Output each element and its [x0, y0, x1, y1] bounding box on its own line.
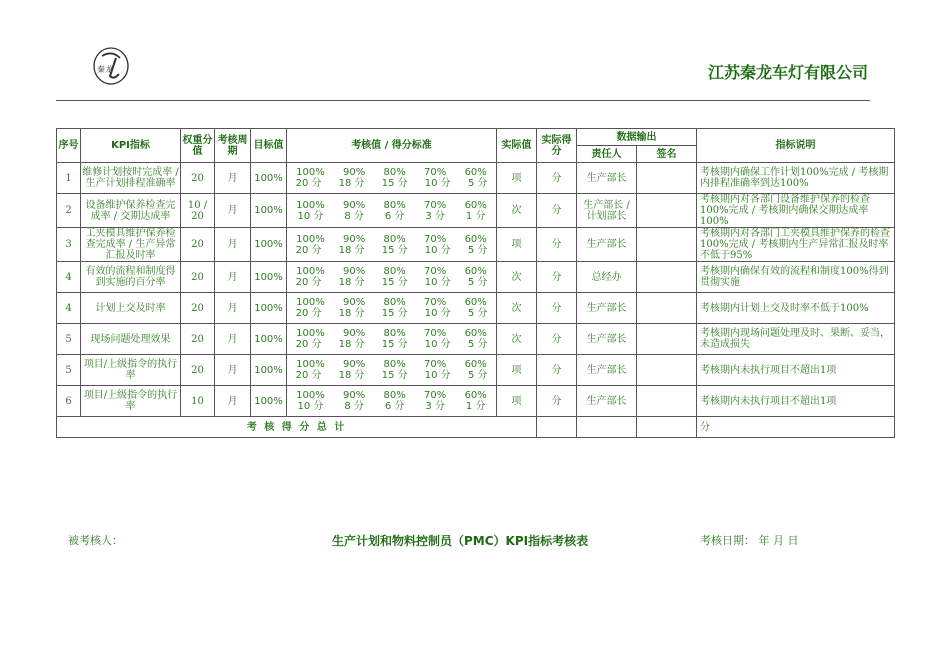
row-actual: 次 — [497, 293, 537, 324]
total-empty-a — [537, 417, 577, 438]
header-period: 考核周期 — [215, 129, 251, 163]
standard-percent: 90% — [343, 266, 366, 277]
header-standard: 考核值 / 得分标准 — [287, 129, 497, 163]
standard-points: 5 分 — [467, 370, 488, 381]
row-standard — [287, 293, 497, 324]
row-owner: 生产部长 — [577, 324, 637, 355]
row-actual: 次 — [497, 324, 537, 355]
row-owner: 总经办 — [577, 262, 637, 293]
standard-points: 8 分 — [344, 210, 364, 222]
standard-percent: 70% — [424, 167, 447, 178]
kpi-row — [57, 194, 895, 228]
standard-points: 6 分 — [384, 210, 405, 222]
row-target: 100% — [251, 386, 287, 417]
row-period: 月 — [215, 194, 251, 228]
row-owner: 生产部长 — [577, 293, 637, 324]
form-title: 生产计划和物料控制员（PMC）KPI指标考核表 — [332, 534, 589, 548]
standard-percent: 60% — [464, 359, 487, 370]
standard-percent: 90% — [343, 390, 366, 401]
standard-percent: 100% — [296, 266, 325, 277]
row-sign — [637, 194, 697, 228]
standard-percent: 100% — [296, 328, 325, 339]
standard-percent: 80% — [383, 233, 406, 245]
row-seq: 5 — [57, 324, 81, 355]
row-period: 月 — [215, 163, 251, 194]
standard-percent-row — [287, 297, 496, 308]
row-score: 分 — [537, 293, 577, 324]
row-period: 月 — [215, 262, 251, 293]
standard-points: 10 分 — [424, 277, 451, 288]
standard-percent: 70% — [424, 266, 447, 277]
standard-points-row — [287, 370, 496, 381]
row-owner: 生产部长 — [577, 386, 637, 417]
row-score: 分 — [537, 355, 577, 386]
standard-points: 18 分 — [338, 339, 365, 350]
company-logo — [92, 46, 130, 86]
row-kpi: 项目/上级指令的执行率 — [81, 355, 181, 386]
standard-points-row — [287, 339, 496, 350]
kpi-row — [57, 355, 895, 386]
row-actual: 次 — [497, 194, 537, 228]
row-desc: 考核期内确保工作计划100%完成 / 考核期内排程准确率到达100% — [697, 163, 895, 194]
kpi-table — [56, 128, 895, 438]
standard-percent: 90% — [343, 359, 366, 370]
standard-percent: 90% — [343, 297, 366, 308]
standard-points: 1 分 — [465, 210, 486, 222]
kpi-body — [57, 163, 895, 417]
standard-points: 20 分 — [295, 178, 322, 189]
row-owner: 生产部长 / 计划部长 — [577, 194, 637, 228]
standard-points: 20 分 — [295, 277, 322, 288]
standard-percent: 80% — [383, 199, 406, 211]
standard-percent: 90% — [343, 233, 366, 245]
row-kpi: 设备维护保养检查完成率 / 交期达成率 — [81, 194, 181, 228]
standard-points: 10 分 — [424, 308, 451, 319]
row-seq: 3 — [57, 228, 81, 262]
standard-percent: 70% — [424, 233, 447, 245]
standard-percent: 60% — [464, 233, 487, 245]
row-target: 100% — [251, 194, 287, 228]
row-weight: 20 — [181, 228, 215, 262]
standard-percent: 100% — [296, 359, 325, 370]
standard-points: 20 分 — [295, 339, 322, 350]
standard-points: 5 分 — [467, 178, 488, 189]
row-owner: 生产部长 — [577, 228, 637, 262]
row-standard — [287, 194, 497, 228]
kpi-row — [57, 228, 895, 262]
header-kpi: KPI指标 — [81, 129, 181, 163]
row-target: 100% — [251, 324, 287, 355]
row-target: 100% — [251, 163, 287, 194]
row-score: 分 — [537, 324, 577, 355]
standard-percent: 70% — [424, 297, 447, 308]
row-period: 月 — [215, 386, 251, 417]
row-score: 分 — [537, 228, 577, 262]
header-sign: 签名 — [637, 146, 697, 163]
standard-percent: 70% — [424, 390, 447, 401]
exam-date: 考核日期： 年 月 日 — [700, 534, 799, 547]
standard-percent-row — [287, 390, 496, 401]
standard-percent-row — [287, 234, 496, 245]
row-weight: 20 — [181, 293, 215, 324]
header-divider — [56, 100, 870, 101]
row-standard — [287, 324, 497, 355]
row-score: 分 — [537, 262, 577, 293]
standard-points: 18 分 — [338, 370, 365, 381]
standard-percent: 60% — [464, 266, 487, 277]
row-seq: 4 — [57, 293, 81, 324]
row-actual: 项 — [497, 386, 537, 417]
row-desc: 考核期内计划上交及时率不低于100% — [697, 293, 895, 324]
row-seq: 4 — [57, 262, 81, 293]
standard-percent: 100% — [296, 167, 325, 178]
standard-percent-row — [287, 359, 496, 370]
row-kpi: 项目/上级指令的执行率 — [81, 386, 181, 417]
row-kpi: 工夹模具维护保养检查完成率 / 生产异常汇报及时率 — [81, 228, 181, 262]
standard-percent: 60% — [464, 297, 487, 308]
row-sign — [637, 163, 697, 194]
row-desc: 考核期内确保有效的流程和制度100%得到贯彻实施 — [697, 262, 895, 293]
standard-points-row — [287, 401, 496, 412]
standard-percent: 70% — [424, 359, 447, 370]
standard-points: 5 分 — [467, 244, 488, 256]
standard-percent: 90% — [343, 199, 366, 211]
standard-percent: 70% — [424, 328, 447, 339]
total-score: 分 — [697, 417, 895, 438]
header-desc: 指标说明 — [697, 129, 895, 163]
standard-points: 10 分 — [297, 210, 324, 222]
total-empty-c — [637, 417, 697, 438]
row-standard — [287, 386, 497, 417]
row-seq: 1 — [57, 163, 81, 194]
standard-percent: 60% — [464, 328, 487, 339]
row-period: 月 — [215, 324, 251, 355]
standard-percent: 90% — [343, 167, 366, 178]
standard-points-row — [287, 308, 496, 319]
header-weight: 权重分值 — [181, 129, 215, 163]
row-standard — [287, 163, 497, 194]
row-kpi: 计划上交及时率 — [81, 293, 181, 324]
standard-percent: 100% — [296, 297, 325, 308]
standard-points-row — [287, 211, 496, 222]
standard-percent: 100% — [296, 233, 325, 245]
logo-text: 秦龙 — [97, 65, 113, 74]
standard-points-row — [287, 178, 496, 189]
row-sign — [637, 262, 697, 293]
row-standard — [287, 355, 497, 386]
row-seq: 6 — [57, 386, 81, 417]
row-period: 月 — [215, 228, 251, 262]
standard-percent: 60% — [464, 390, 487, 401]
kpi-row — [57, 324, 895, 355]
row-weight: 20 — [181, 355, 215, 386]
row-sign — [637, 355, 697, 386]
standard-percent-row — [287, 200, 496, 211]
standard-percent: 60% — [464, 167, 487, 178]
kpi-row — [57, 163, 895, 194]
standard-points: 20 分 — [295, 244, 322, 256]
total-label: 考 核 得 分 总 计 — [57, 417, 537, 438]
header-output: 数据输出 — [577, 129, 697, 146]
row-sign — [637, 228, 697, 262]
row-period: 月 — [215, 293, 251, 324]
standard-percent-row — [287, 167, 496, 178]
header-seq: 序号 — [57, 129, 81, 163]
row-weight: 20 — [181, 262, 215, 293]
kpi-row — [57, 293, 895, 324]
kpi-row — [57, 262, 895, 293]
standard-points: 3 分 — [425, 210, 445, 222]
row-desc: 考核期内现场问题处理及时、果断、妥当，未造成损失 — [697, 324, 895, 355]
row-sign — [637, 324, 697, 355]
examinee-label: 被考核人： — [68, 534, 123, 547]
row-actual: 次 — [497, 262, 537, 293]
row-weight: 10 / 20 — [181, 194, 215, 228]
row-seq: 2 — [57, 194, 81, 228]
standard-points: 15 分 — [381, 370, 408, 381]
header-target: 目标值 — [251, 129, 287, 163]
row-seq: 5 — [57, 355, 81, 386]
standard-points: 1 分 — [465, 401, 486, 412]
standard-points: 20 分 — [295, 370, 322, 381]
standard-percent: 100% — [296, 199, 325, 211]
standard-points: 5 分 — [467, 277, 488, 288]
standard-points: 15 分 — [381, 339, 408, 350]
standard-points: 15 分 — [381, 178, 408, 189]
row-standard — [287, 228, 497, 262]
standard-points: 18 分 — [338, 244, 365, 256]
standard-percent: 80% — [383, 266, 406, 277]
row-actual: 项 — [497, 355, 537, 386]
standard-points: 5 分 — [467, 339, 488, 350]
standard-points: 15 分 — [381, 244, 408, 256]
header-owner: 责任人 — [577, 146, 637, 163]
standard-points: 10 分 — [424, 244, 451, 256]
row-standard — [287, 262, 497, 293]
row-actual: 项 — [497, 163, 537, 194]
standard-points: 6 分 — [384, 401, 405, 412]
standard-percent: 80% — [383, 297, 406, 308]
standard-points: 10 分 — [424, 178, 451, 189]
row-sign — [637, 386, 697, 417]
row-desc: 考核期内未执行项目不超出1项 — [697, 386, 895, 417]
standard-percent-row — [287, 266, 496, 277]
row-target: 100% — [251, 355, 287, 386]
standard-points-row — [287, 277, 496, 288]
header-score: 实际得分 — [537, 129, 577, 163]
row-target: 100% — [251, 228, 287, 262]
total-empty-b — [577, 417, 637, 438]
standard-points: 18 分 — [338, 308, 365, 319]
standard-percent: 70% — [424, 199, 447, 211]
row-actual: 项 — [497, 228, 537, 262]
row-score: 分 — [537, 163, 577, 194]
total-row — [57, 417, 895, 438]
standard-points: 18 分 — [338, 277, 365, 288]
standard-points: 15 分 — [381, 277, 408, 288]
row-owner: 生产部长 — [577, 355, 637, 386]
standard-percent: 80% — [383, 328, 406, 339]
row-desc: 考核期内对各部门工夹模具维护保养的检查100%完成 / 考核期内生产异常汇报及时率不低于95% — [697, 228, 895, 262]
standard-percent: 80% — [383, 390, 406, 401]
row-kpi: 维修计划按时完成率 / 生产计划排程准确率 — [81, 163, 181, 194]
row-score: 分 — [537, 386, 577, 417]
row-sign — [637, 293, 697, 324]
row-weight: 20 — [181, 324, 215, 355]
kpi-row — [57, 386, 895, 417]
standard-points: 18 分 — [338, 178, 365, 189]
row-desc: 考核期内对各部门设备维护保养的检查100%完成 / 考核期内确保交期达成率100% — [697, 194, 895, 228]
row-weight: 10 — [181, 386, 215, 417]
standard-points: 5 分 — [467, 308, 488, 319]
standard-percent: 90% — [343, 328, 366, 339]
row-target: 100% — [251, 262, 287, 293]
row-target: 100% — [251, 293, 287, 324]
row-period: 月 — [215, 355, 251, 386]
standard-points: 10 分 — [424, 339, 451, 350]
standard-points-row — [287, 245, 496, 256]
standard-points: 20 分 — [295, 308, 322, 319]
standard-percent-row — [287, 328, 496, 339]
standard-points: 10 分 — [424, 370, 451, 381]
standard-percent: 100% — [296, 390, 325, 401]
row-kpi: 现场问题处理效果 — [81, 324, 181, 355]
standard-points: 10 分 — [297, 401, 324, 412]
standard-percent: 80% — [383, 167, 406, 178]
standard-percent: 60% — [464, 199, 487, 211]
row-score: 分 — [537, 194, 577, 228]
standard-points: 15 分 — [381, 308, 408, 319]
standard-points: 8 分 — [344, 401, 364, 412]
header-actual: 实际值 — [497, 129, 537, 163]
company-name: 江苏秦龙车灯有限公司 — [707, 63, 868, 82]
row-owner: 生产部长 — [577, 163, 637, 194]
standard-points: 3 分 — [425, 401, 445, 412]
row-kpi: 有效的流程和制度得到实施的百分率 — [81, 262, 181, 293]
row-weight: 20 — [181, 163, 215, 194]
row-desc: 考核期内未执行项目不超出1项 — [697, 355, 895, 386]
standard-percent: 80% — [383, 359, 406, 370]
